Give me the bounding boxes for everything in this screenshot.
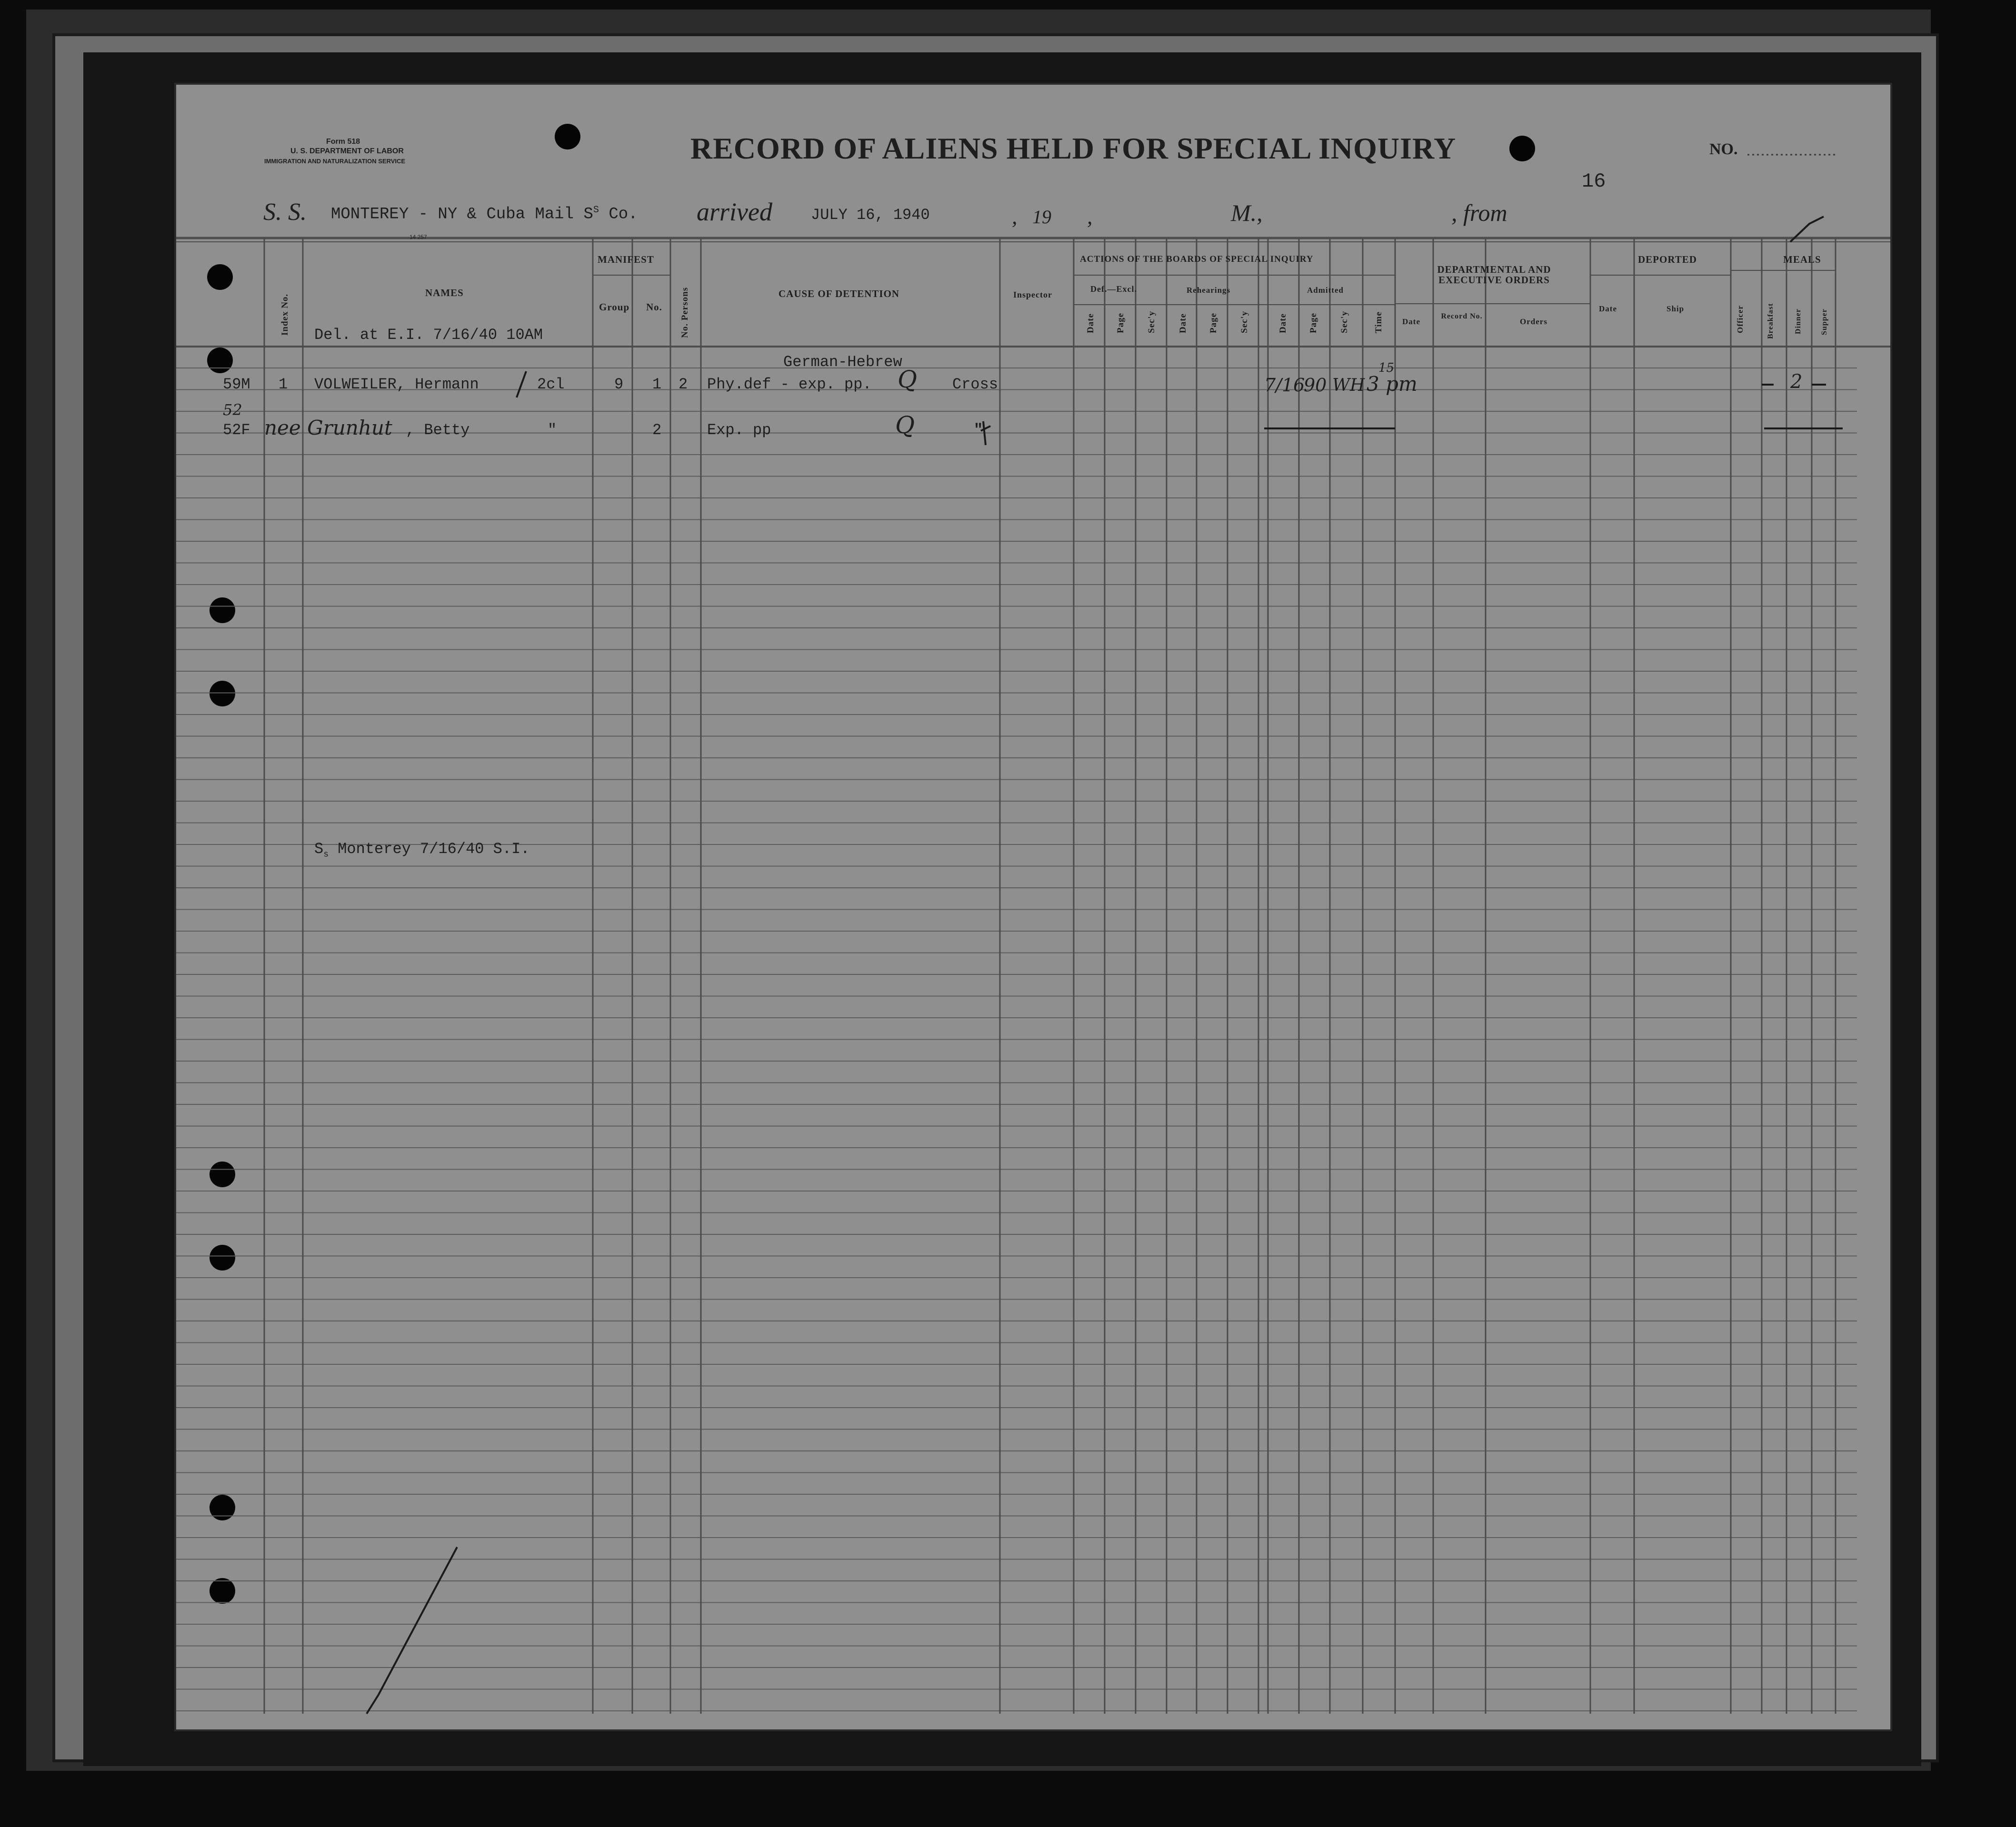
ship-name [331,206,638,222]
ss-label: S. S. [263,199,307,226]
year-comma: , [1012,204,1018,228]
row1-admitted-page: 90 [1304,375,1327,396]
page-title: RECORD OF ALIENS HELD FOR SPECIAL INQUIRY [690,131,1457,165]
col-admitted: Admitted [1307,286,1344,295]
col-dep-date: Date [1599,304,1617,313]
cause-nationality-note: German-Hebrew [783,353,902,371]
col-group: Group [599,301,630,313]
row1-admitted-date: 7/16 [1264,375,1305,396]
sheet-number: 16 [1582,170,1606,193]
col-meals: MEALS [1783,254,1821,265]
col-dept-orders-1 [1423,264,1566,285]
footer-note-tail: Monterey 7/16/40 S.I. [338,840,530,858]
col-officer: Officer [1736,305,1745,333]
col-index-no: Index No. [280,293,290,336]
col-inspector: Inspector [1013,290,1052,299]
col-rehearings: Rehearings [1187,286,1231,295]
no-label: NO. [1709,140,1738,158]
year-comma-2: , [1087,204,1093,228]
row2-cause-mark: Q [895,411,915,439]
ship-name-text: MONTEREY - NY & Cuba Mail S [331,205,593,224]
ship-name-tail: Co. [609,205,638,224]
row1-cause: Phy.def - exp. pp. [707,376,872,393]
col-manifest: MANIFEST [598,254,654,265]
arrived-label: arrived [697,198,772,226]
row2-name: , Betty [406,421,470,439]
col-no-persons: No. Persons [680,287,690,338]
row1-age-sex: 59M [223,376,250,393]
row1-meals-dinner: 2 [1790,371,1803,393]
row2-name-prefix: nee Grunhut [264,416,392,439]
col-supper: Supper [1820,308,1828,335]
col-adm-time: Time [1374,311,1384,333]
col-cause: CAUSE OF DETENTION [778,288,900,299]
col-dinner: Dinner [1794,308,1802,334]
service-name: IMMIGRATION AND NATURALIZATION SERVICE [264,158,406,165]
row2-age-sex: 52F [223,421,250,439]
row2-manifest-no: 2 [652,421,662,439]
ship-name-sup: S [593,205,599,216]
row1-class: 2cl [537,376,565,393]
from-label: , from [1451,199,1507,226]
row1-manifest-no: 1 [652,376,662,393]
row2-inspector: " [974,421,983,439]
col-adm-page: Page [1308,312,1318,333]
col-reh-date: Date [1178,313,1188,333]
footer-note [314,842,529,859]
row1-name: VOLWEILER, Hermann [314,376,479,393]
row2-cause: Exp. pp [707,421,771,439]
col-names: NAMES [425,287,464,298]
delivery-note: Del. at E.I. 7/16/40 10AM [314,326,543,344]
row2-class: " [548,421,557,439]
col-breakfast: Breakfast [1766,303,1775,339]
col-record-no-text: Record No. [1441,312,1483,320]
col-orders: Orders [1520,317,1547,326]
arrived-date: JULY 16, 1940 [811,206,930,224]
col-def-page: Page [1116,312,1126,333]
printer-line: 14 257 [409,234,427,240]
row1-inspector: Cross [952,376,998,393]
m-label: M., [1231,199,1263,226]
row1-index: 1 [279,376,288,393]
row1-persons: 2 [679,376,688,393]
row1-admitted-time-sup: 15 [1378,361,1395,375]
form-number: Form 518 [326,138,360,146]
col-dep-ship: Ship [1667,304,1685,313]
row1-admitted-time-text: 3 pm [1367,372,1417,396]
col-deported: DEPORTED [1638,254,1697,265]
department-name: U. S. DEPARTMENT OF LABOR [290,147,404,155]
row2-age-mark: 52 [223,401,242,419]
col-dept-date: Date [1402,317,1420,326]
year-prefix: 19 [1032,206,1051,228]
col-dept-orders: DEPARTMENTAL AND EXECUTIVE ORDERS [1437,264,1551,286]
row1-admitted-time [1367,374,1417,394]
col-def-date: Date [1086,313,1096,333]
row1-admitted-secy: WH [1332,376,1365,395]
col-def-secy: Sec'y [1147,310,1157,333]
col-adm-date: Date [1278,313,1288,333]
col-no: No. [646,301,662,313]
footer-note-s: S [314,840,324,858]
row1-cause-mark: Q [898,366,917,393]
col-reh-secy: Sec'y [1239,310,1249,333]
col-record-no [1440,312,1483,321]
col-adm-secy: Sec'y [1339,310,1349,333]
row1-group: 9 [614,376,624,393]
col-def-excl: Def.—Excl. [1090,284,1137,294]
col-reh-page: Page [1208,312,1218,333]
col-actions: ACTIONS OF THE BOARDS OF SPECIAL INQUIRY [1080,254,1314,264]
footer-note-sub: s [323,850,329,860]
